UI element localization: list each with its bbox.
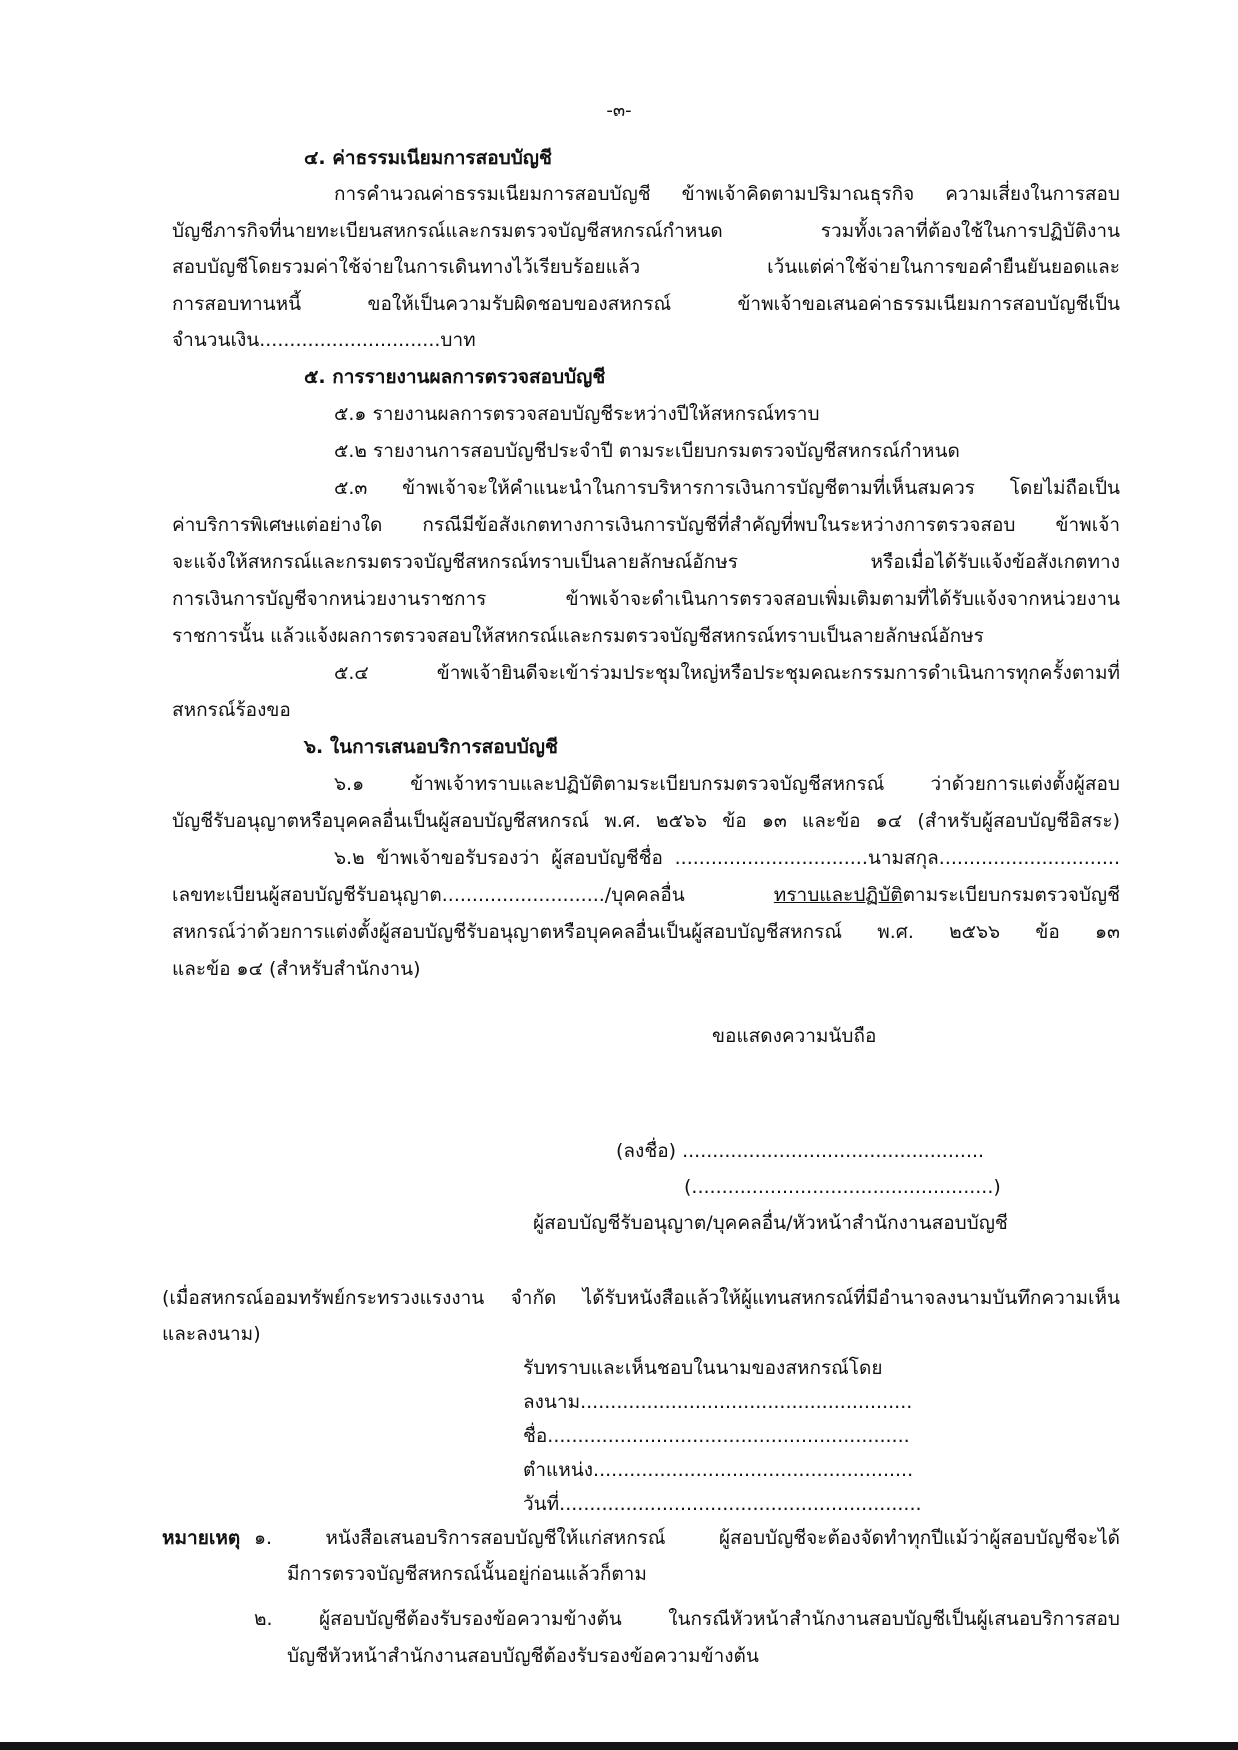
section-5-3-line: ค่าบริการพิเศษแต่อย่างใด กรณีมีข้อสังเกตทางการเงินการบัญชีที่สำคัญที่พบในระหว่างการตรวจสอบ ข้าพเจ้า [172, 514, 1120, 536]
section-4-line: การสอบทานหนี้ ขอให้เป็นความรับผิดชอบของสหกรณ์ ข้าพเจ้าขอเสนอค่าธรรมเนียมการสอบบัญชีเป็น [172, 293, 1120, 315]
section-5-3-line: ๕.๓ ข้าพเจ้าจะให้คำแนะนำในการบริหารการเงินการบัญชีตามที่เห็นสมควร โดยไม่ถือเป็น [334, 477, 1120, 499]
section-4-line: การคำนวณค่าธรรมเนียมการสอบบัญชี ข้าพเจ้าคิดตามปริมาณธุรกิจ ความเสี่ยงในการสอบ [334, 183, 1120, 205]
fee-amount-line: จำนวนเงิน..............................บาท [172, 329, 476, 351]
section-6-2-line [172, 884, 1120, 907]
remark-1-line: มีการตรวจบัญชีสหกรณ์นั้นอยู่ก่อนแล้วก็ตาม [287, 1563, 647, 1585]
coop-note-line: และลงนาม) [162, 1323, 261, 1345]
section-5-3-line: จะแจ้งให้สหกรณ์และกรมตรวจบัญชีสหกรณ์ทราบเป็นลายลักษณ์อักษร หรือเมื่อได้รับแจ้งข้อสังเกตทาง [172, 551, 1120, 573]
remark-2-line: บัญชีหัวหน้าสำนักงานสอบบัญชีต้องรับรองข้อความข้างต้น [287, 1645, 759, 1667]
section-4-line: สอบบัญชีโดยรวมค่าใช้จ่ายในการเดินทางไว้เรียบร้อยแล้ว เว้นแต่ค่าใช้จ่ายในการขอคำยืนยันยอดและ [172, 256, 1120, 278]
signature-role: ผู้สอบบัญชีรับอนุญาต/บุคคลอื่น/หัวหน้าสำนักงานสอบบัญชี [533, 1212, 1008, 1234]
acknowledge-title: รับทราบและเห็นชอบในนามของสหกรณ์โดย [523, 1357, 883, 1379]
signature-line: (ลงชื่อ) .................................................. [616, 1140, 985, 1162]
section-6-1-line: บัญชีรับอนุญาตหรือบุคคลอื่นเป็นผู้สอบบัญชีสหกรณ์ พ.ศ. ๒๕๖๖ ข้อ ๑๓ และข้อ ๑๔ (สำหรับผู้สอบบัญชีอิสระ) [172, 810, 1120, 832]
registration-text: เลขทะเบียนผู้สอบบัญชีรับอนุญาต.........................../บุคคลอื่น [172, 884, 774, 906]
remark-2-line: ๒. ผู้สอบบัญชีต้องรับรองข้อความข้างต้น ในกรณีหัวหน้าสำนักงานสอบบัญชีเป็นผู้เสนอบริการสอบ [254, 1608, 1120, 1630]
section-6-1-line: ๖.๑ ข้าพเจ้าทราบและปฏิบัติตามระเบียบกรมตรวจบัญชีสหกรณ์ ว่าด้วยการแต่งตั้งผู้สอบ [334, 773, 1120, 795]
acknowledge-underlined: ทราบและปฏิบัติ [773, 884, 903, 906]
section-6-2-line: สหกรณ์ว่าด้วยการแต่งตั้งผู้สอบบัญชีรับอนุญาตหรือบุคคลอื่นเป็นผู้สอบบัญชีสหกรณ์ พ.ศ. ๒๕๖๖ ข้อ ๑๓ [172, 921, 1120, 943]
section-4-heading: ๔. ค่าธรรมเนียมการสอบบัญชี [304, 147, 552, 169]
section-6-2-line: และข้อ ๑๔ (สำหรับสำนักงาน) [172, 958, 421, 980]
remark-1-line: ๑. หนังสือเสนอบริการสอบบัญชีให้แก่สหกรณ์ ผู้สอบบัญชีจะต้องจัดทำทุกปีแม้ว่าผู้สอบบัญชีจะได้ [254, 1527, 1120, 1549]
scan-bottom-edge [0, 1742, 1238, 1750]
remarks-label: หมายเหตุ [162, 1527, 241, 1549]
acknowledge-sign: ลงนาม....................................................... [523, 1391, 913, 1413]
page-number: -๓- [606, 100, 632, 121]
acknowledge-name: ชื่อ............................................................ [523, 1425, 910, 1447]
section-6-heading: ๖. ในการเสนอบริการสอบบัญชี [304, 736, 558, 758]
section-6-2-line: ๖.๒ ข้าพเจ้าขอรับรองว่า ผู้สอบบัญชีชื่อ ................................นามสกุล.............................. [334, 847, 1120, 869]
closing: ขอแสดงความนับถือ [712, 1025, 877, 1047]
acknowledge-position: ตำแหน่ง..................................................... [523, 1459, 914, 1481]
regulation-text: ตามระเบียบกรมตรวจบัญชี [902, 884, 1120, 906]
coop-note-line: (เมื่อสหกรณ์ออมทรัพย์กระทรวงแรงงาน จำกัด ได้รับหนังสือแล้วให้ผู้แทนสหกรณ์ที่มีอำนาจลงนามบันทึกความเห็น [162, 1287, 1120, 1309]
acknowledge-date: วันที่............................................................ [523, 1493, 922, 1515]
section-5-1: ๕.๑ รายงานผลการตรวจสอบบัญชีระหว่างปีให้สหกรณ์ทราบ [334, 403, 820, 425]
signature-name-line: (..................................................) [684, 1176, 1001, 1198]
section-5-2: ๕.๒ รายงานการสอบบัญชีประจำปี ตามระเบียบกรมตรวจบัญชีสหกรณ์กำหนด [334, 440, 960, 462]
section-5-heading: ๕. การรายงานผลการตรวจสอบบัญชี [304, 366, 606, 388]
section-4-line: บัญชีภารกิจที่นายทะเบียนสหกรณ์และกรมตรวจบัญชีสหกรณ์กำหนด รวมทั้งเวลาที่ต้องใช้ในการปฏิบัติงาน [172, 220, 1120, 242]
section-5-3-line: ราชการนั้น แล้วแจ้งผลการตรวจสอบให้สหกรณ์และกรมตรวจบัญชีสหกรณ์ทราบเป็นลายลักษณ์อักษร [172, 625, 984, 647]
section-5-4-line: สหกรณ์ร้องขอ [172, 699, 291, 721]
section-5-4-line: ๕.๔ ข้าพเจ้ายินดีจะเข้าร่วมประชุมใหญ่หรือประชุมคณะกรรมการดำเนินการทุกครั้งตามที่ [334, 662, 1120, 684]
section-5-3-line: การเงินการบัญชีจากหน่วยงานราชการ ข้าพเจ้าจะดำเนินการตรวจสอบเพิ่มเติมตามที่ได้รับแจ้งจากหน่วยงาน [172, 588, 1120, 610]
